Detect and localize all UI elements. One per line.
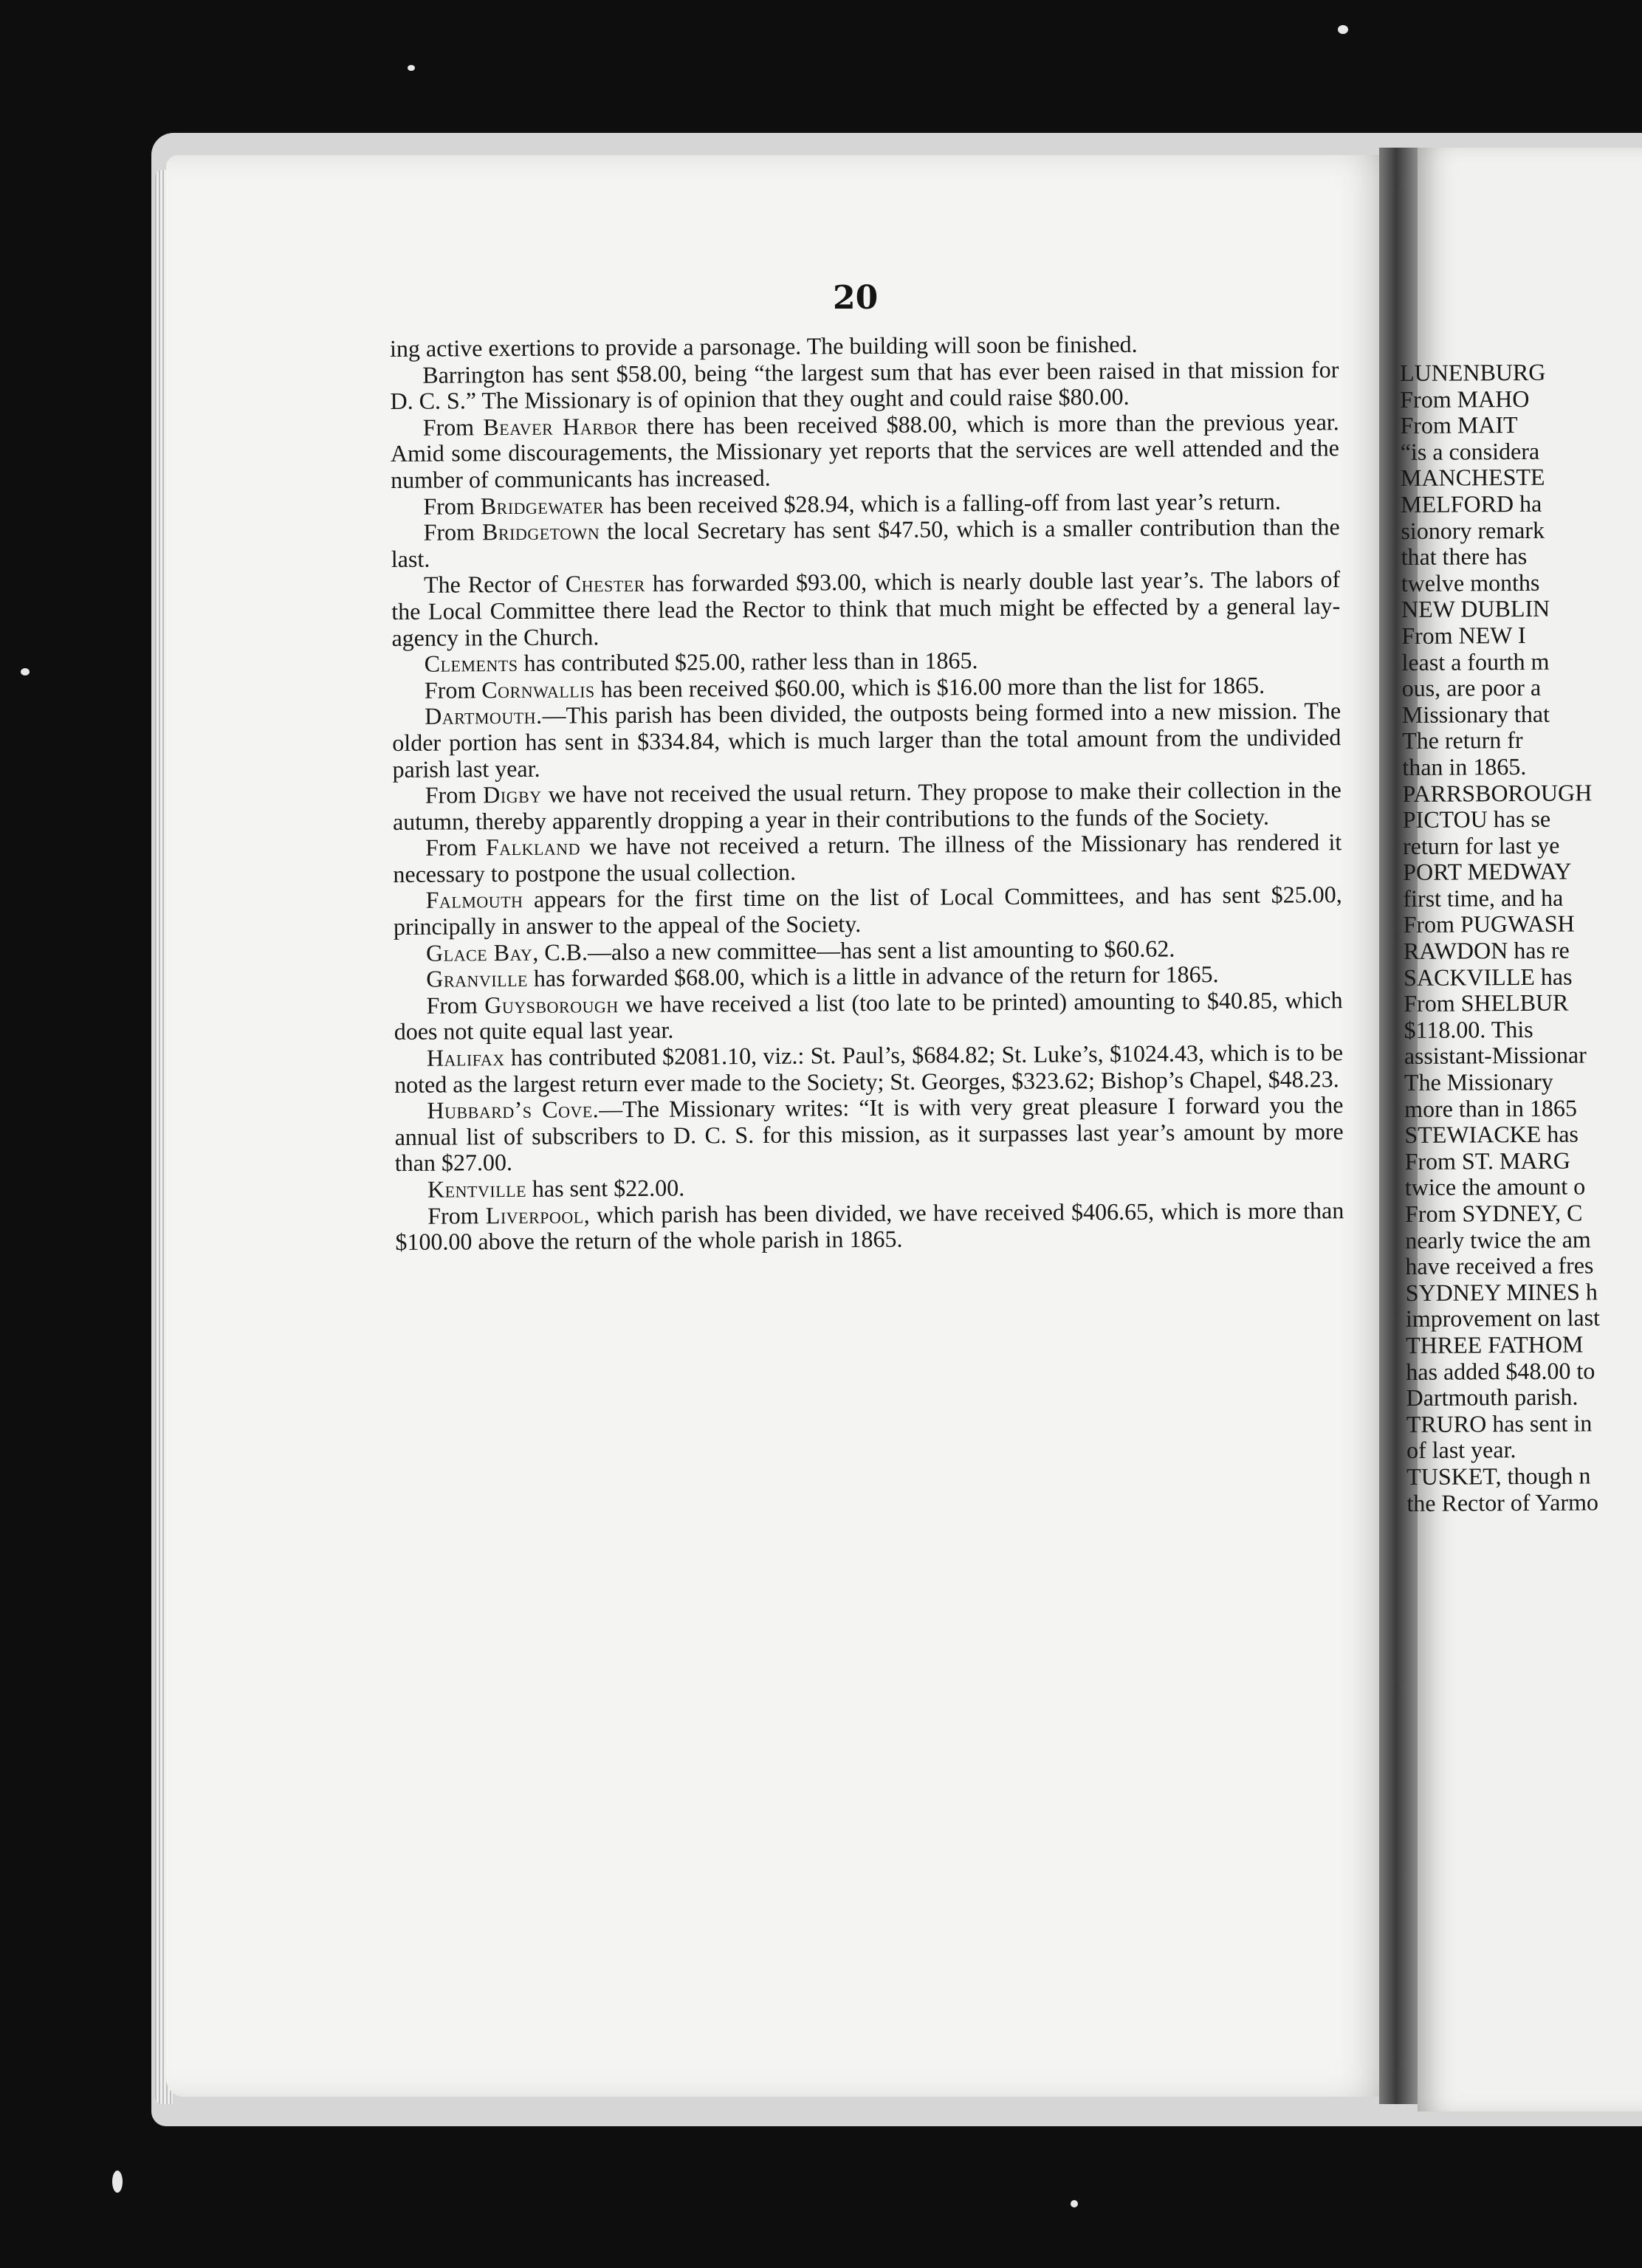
right-page-line: nearly twice the am	[1405, 1226, 1591, 1254]
right-page-text	[1400, 359, 1642, 1516]
right-page-line: From NEW I	[1401, 621, 1526, 649]
right-page-line: SYDNEY MINES h	[1405, 1278, 1598, 1306]
right-page-line: RAWDON has re	[1403, 936, 1570, 965]
dust-speck	[1338, 25, 1348, 34]
paragraph-lead: From	[423, 492, 481, 520]
right-page-line: THREE FATHOM	[1406, 1330, 1584, 1358]
place-name: Falkland	[485, 833, 581, 861]
paragraph-text: has contributed $25.00, rather less than in 1865.	[518, 647, 978, 677]
right-page-line: have received a fres	[1405, 1251, 1594, 1280]
place-name: Kentville	[427, 1175, 527, 1203]
paragraph	[392, 698, 1342, 783]
paragraph-text: has sent $58.00, being “the largest sum that has ever been raised in that mission for D. C. S.” The Missionary is of opinion that they ought and could raise $80.00.	[390, 355, 1339, 415]
place-name: Cornwallis	[481, 676, 595, 703]
right-page-line: The return fr	[1402, 726, 1523, 755]
place-name: Clements	[424, 650, 518, 677]
paragraph-text: we have not received the usual return. They propose to make their collection in the autumn, thereby apparently dropping a year in their contributions to the funds of the Society.	[392, 776, 1342, 835]
right-page-line: assistant-Missionar	[1404, 1041, 1587, 1070]
paragraph-text: —This parish has been divided, the outposts being formed into a new mission. The older portion has sent in $334.84, which is much larger than the total amount from the undivided parish last year.	[392, 697, 1342, 783]
right-page-line: MELFORD ha	[1401, 489, 1542, 518]
right-page-line: that there has	[1401, 543, 1528, 571]
paragraph-text: has forwarded $68.00, which is a little in advance of the return for 1865.	[527, 961, 1219, 992]
paragraph-text: has sent $22.00.	[526, 1174, 685, 1202]
place-name: Hubbard’s Cove.	[427, 1096, 600, 1124]
paragraph	[394, 1040, 1343, 1098]
right-page-line: $118.00. This	[1404, 1015, 1533, 1043]
place-name: Liverpool	[485, 1201, 584, 1228]
paragraph	[395, 1197, 1344, 1256]
paragraph	[391, 409, 1340, 494]
dust-speck	[1071, 2200, 1078, 2207]
right-page-line: than in 1865.	[1402, 752, 1527, 780]
right-page-line: From MAIT	[1400, 411, 1518, 439]
paragraph-text: , which parish has been divided, we have received $406.65, which is more than $100.00 above the return of the whole parish in 1865.	[395, 1196, 1344, 1256]
paragraph	[394, 1092, 1344, 1177]
right-page-line: improvement on last	[1405, 1304, 1601, 1333]
paragraph-text: ing active exertions to provide a parsonage. The building will soon be finished.	[389, 330, 1138, 362]
paragraph-text: has contributed $2081.10, viz.: St. Paul’s, $684.82; St. Luke’s, $1024.43, which is to be noted as the largest return ever made to the Society; St. Georges, $323.62; Bishop’s Chapel, $48.23.	[394, 1039, 1344, 1098]
dust-speck	[112, 2171, 123, 2193]
place-name: Glace Bay	[425, 938, 533, 966]
paragraph-text: has been received $28.94, which is a falling-off from last year’s return.	[604, 487, 1281, 518]
right-page-line: PORT MEDWAY	[1403, 857, 1572, 886]
place-name: Dartmouth.	[425, 702, 543, 730]
paragraph-lead: Barrington	[422, 360, 526, 388]
place-name: Chester	[565, 570, 645, 597]
paragraph-text: the local Secretary has sent $47.50, which is a smaller contribution than the last.	[391, 513, 1340, 572]
paragraph-lead: The Rector of	[423, 570, 566, 599]
place-name: Bridgewater	[480, 491, 605, 519]
right-page-line: PICTOU has se	[1402, 805, 1551, 834]
place-name: Falmouth	[425, 886, 523, 914]
paragraph-text: we have received a list (too late to be printed) amounting to $40.85, which does not quite equal last year.	[394, 986, 1343, 1045]
right-page-line: TUSKET, though n	[1406, 1462, 1591, 1490]
paragraph-lead: From	[422, 413, 484, 441]
paragraph-text: we have not received a return. The illness of the Missionary has rendered it necessary to postpone the usual collection.	[393, 828, 1342, 887]
right-page-line: From PUGWASH	[1403, 910, 1575, 938]
paragraph	[393, 829, 1342, 887]
paragraph	[394, 882, 1342, 941]
right-page-line: The Missionary	[1404, 1068, 1553, 1096]
paragraph	[393, 777, 1342, 835]
paragraph	[391, 566, 1341, 651]
right-page-line: PARRSBOROUGH	[1402, 778, 1593, 807]
paragraph-lead: From	[426, 992, 485, 1019]
right-page-line: the Rector of Yarmo	[1406, 1488, 1599, 1516]
right-page-line: “is a considera	[1400, 437, 1540, 465]
right-page-line: STEWIACKE has	[1404, 1120, 1579, 1149]
right-page-line: twelve months	[1401, 568, 1540, 597]
paragraph-lead: From	[427, 1201, 486, 1229]
right-page-line: From SHELBUR	[1404, 989, 1569, 1017]
right-page-line: ous, are poor a	[1401, 673, 1542, 702]
right-page-line: more than in 1865	[1404, 1094, 1578, 1122]
dust-speck	[21, 668, 30, 676]
right-page-line: MANCHESTE	[1400, 464, 1545, 492]
paragraph-text: , C.B.—also a new committee—has sent a list amounting to $60.62.	[532, 935, 1175, 966]
paragraph-lead: From	[425, 781, 484, 808]
right-page-line: return for last ye	[1402, 831, 1560, 859]
right-page-line: least a fourth m	[1401, 647, 1550, 676]
dust-speck	[408, 65, 415, 71]
page-number: 20	[833, 279, 879, 317]
paragraph-text: has been received $60.00, which is $16.00 more than the list for 1865.	[594, 671, 1265, 703]
place-name: Beaver Harbor	[483, 412, 639, 441]
place-name: Digby	[483, 780, 542, 808]
paragraph-text: there has been received $88.00, which is more than the previous year. Amid some discouragements, the Missionary yet reports that the services are well attended and the number of communicants has increased.	[390, 408, 1340, 493]
right-page-line: SACKVILLE has	[1403, 963, 1573, 991]
place-name: Granville	[426, 965, 529, 992]
right-page-line: From SYDNEY, C	[1404, 1199, 1583, 1227]
right-page-line: sionory remark	[1401, 516, 1545, 544]
right-page-line: Missionary that	[1401, 700, 1550, 728]
paragraph-lead: From	[424, 676, 482, 704]
right-page-line: From ST. MARG	[1404, 1147, 1571, 1175]
right-page-line: has added $48.00 to	[1406, 1356, 1595, 1385]
place-name: Bridgetown	[481, 518, 600, 546]
paragraph-lead: From	[425, 834, 487, 861]
paragraph-lead: From	[423, 518, 483, 546]
right-page-line: of last year.	[1406, 1436, 1516, 1464]
paragraph-text: has forwarded $93.00, which is nearly double last year’s. The labors of the Local Committee there lead the Rector to think that much might be effected by a general lay-agency in the Church.	[391, 566, 1341, 651]
right-page-line: LUNENBURG	[1399, 358, 1546, 386]
paragraph	[391, 514, 1340, 572]
paragraph-text: —The Missionary writes: “It is with very great pleasure I forward you the annual list of subscribers to D. C. S. for this mission, as it surpasses last year’s amount by more than $27.00.	[394, 1091, 1344, 1177]
place-name: Halifax	[426, 1044, 505, 1071]
paragraph	[390, 357, 1339, 415]
right-page-line: Dartmouth parish.	[1406, 1383, 1579, 1412]
paragraph	[394, 987, 1342, 1045]
paragraph-text: appears for the first time on the list of Local Committees, and has sent $25.00, principally in answer to the appeal of the Society.	[393, 881, 1342, 941]
left-page-text	[390, 330, 1344, 1256]
place-name: Guysborough	[484, 990, 619, 1019]
right-page-line: twice the amount o	[1404, 1172, 1586, 1201]
right-page-line: first time, and ha	[1403, 884, 1564, 912]
right-page-line: TRURO has sent in	[1406, 1409, 1593, 1437]
right-page-line: From MAHO	[1400, 385, 1530, 413]
right-page-line: NEW DUBLIN	[1401, 595, 1550, 623]
